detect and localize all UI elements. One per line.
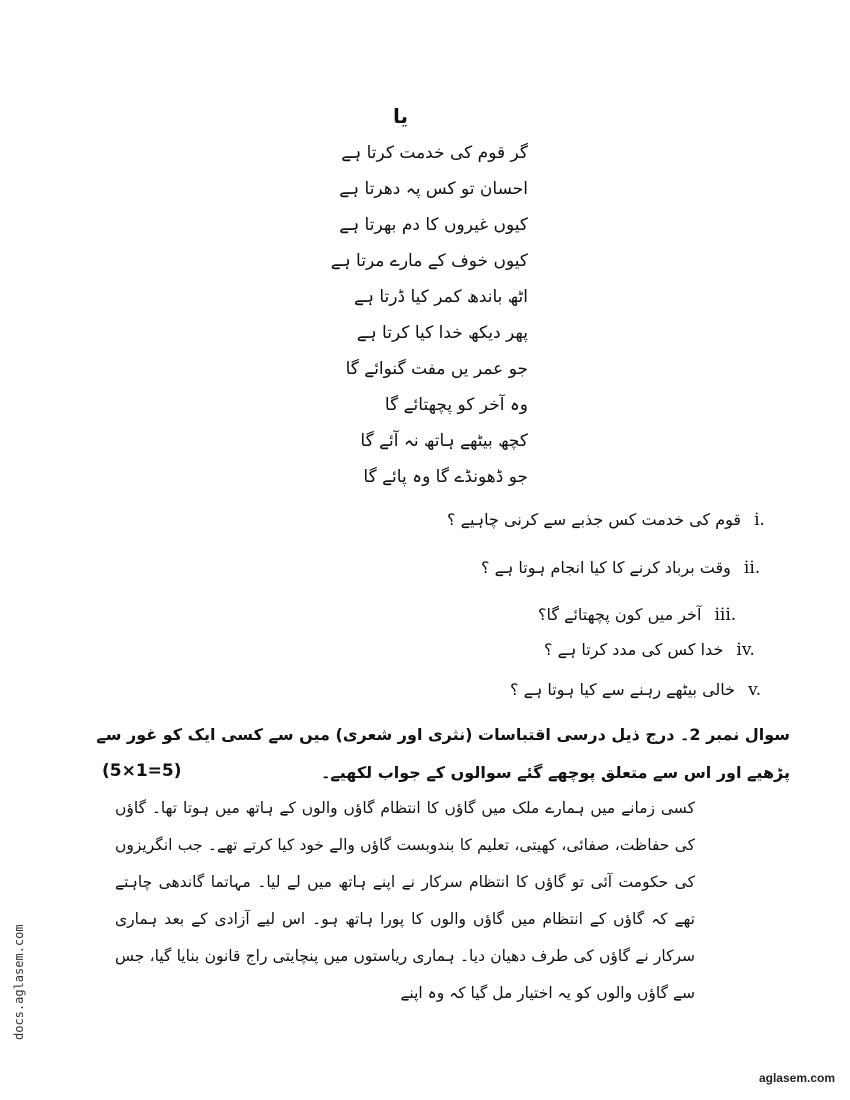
poem-line: جو عمر یں مفت گنوائے گا xyxy=(345,359,528,379)
brand-footer: aglasem.com xyxy=(758,1071,835,1085)
question-number: i. xyxy=(754,510,765,530)
poem-line: احسان تو کس پہ دھرتا ہے xyxy=(339,179,528,199)
question-item xyxy=(481,558,760,578)
question-number: iv. xyxy=(736,640,755,660)
question-number: v. xyxy=(748,680,762,700)
poem-line: گر قوم کی خدمت کرتا ہے xyxy=(341,143,528,163)
question-number: iii. xyxy=(714,605,737,625)
poem-line: کیوں غیروں کا دم بھرتا ہے xyxy=(339,215,528,235)
or-heading: یا xyxy=(392,104,408,128)
poem-line: کیوں خوف کے مارے مرتا ہے xyxy=(330,251,528,271)
question-text: وقت برباد کرنے کا کیا انجام ہوتا ہے ؟ xyxy=(481,558,731,577)
passage-text: کسی زمانے میں ہمارے ملک میں گاؤں کا انتظام گاؤں والوں کے ہاتھ میں ہوتا تھا۔ گاؤں کی حفاظت، صفائی، کھیتی، تعلیم کا بندوبست گاؤں والے خود کیا کرتے تھے۔ جب انگریزوں کی حکومت آئی تو گاؤں کا انتظام سرکار نے اپنے ہاتھ میں لے لیا۔ مہاتما گاندھی چاہتے تھے کہ گاؤں کے انتظام میں گاؤں والوں کا پورا ہاتھ ہو۔ اس لیے آزادی کے بعد ہماری سرکار نے گاؤں کی طرف دھیان دیا۔ ہماری ریاستوں میں پنچایتی راج قانون بنایا گیا، جس سے گاؤں والوں کو یہ اختیار مل گیا کہ وہ اپنے xyxy=(115,799,695,1002)
question-text: خالی بیٹھے رہنے سے کیا ہوتا ہے ؟ xyxy=(510,680,736,699)
question-number: ii. xyxy=(743,558,761,578)
question-item xyxy=(538,605,736,625)
marks-label: (5×1=5) xyxy=(102,761,182,781)
poem-line: پھر دیکھ خدا کیا کرتا ہے xyxy=(356,323,528,343)
question-item xyxy=(510,680,761,700)
question-item xyxy=(544,640,755,660)
watermark: docs.aglasem.com xyxy=(12,924,26,1040)
poem-line: جو ڈھونڈے گا وہ پائے گا xyxy=(363,467,528,487)
question-text: قوم کی خدمت کس جذبے سے کرنی چاہیے ؟ xyxy=(447,510,742,529)
poem-line: اٹھ باندھ کمر کیا ڈرتا ہے xyxy=(354,287,528,307)
section-title: سوال نمبر 2۔ درج ذیل درسی اقتباسات (نثری اور شعری) میں سے کسی ایک کو غور سے پڑھیے اور اس سے متعلق پوچھے گئے سوالوں کے جواب لکھیے۔ xyxy=(96,725,790,782)
question-item xyxy=(447,510,765,530)
question-text: آخر میں کون پچھتائے گا؟ xyxy=(538,605,702,624)
poem-line: وہ آخر کو پچھتائے گا xyxy=(384,395,528,415)
poem-line: کچھ بیٹھے ہاتھ نہ آئے گا xyxy=(360,431,528,451)
question-text: خدا کس کی مدد کرتا ہے ؟ xyxy=(544,640,724,659)
